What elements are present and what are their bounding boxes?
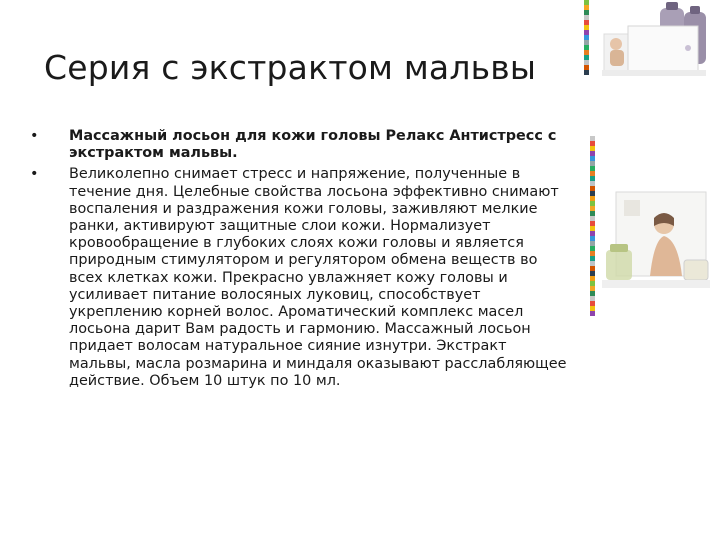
bullet-list xyxy=(30,128,570,394)
slide-title: Серия с экстрактом мальвы xyxy=(44,48,537,87)
color-stripe-bottom xyxy=(590,136,595,316)
bullet-marker: • xyxy=(30,166,39,183)
bullet-text-product-name: Массажный лосьон для кожи головы Релакс Антистресс с экстрактом мальвы. xyxy=(69,128,557,162)
bullet-item-product-name xyxy=(30,128,570,162)
product-photo-bottles xyxy=(598,0,714,84)
bullet-marker: • xyxy=(30,128,39,144)
stripe-segment xyxy=(590,311,595,316)
bullet-item-description xyxy=(30,166,570,390)
bullet-text-description: Великолепно снимает стресс и напряжение, полученные в течение дня. Целебные свойства лосьона эффективно снимают воспаления и раздражения кожи головы, заживляют мелкие ранки, активируют защитные слои кожи. Нормализует кровообращение в глубоких слоях кожи головы и является природным стимулятором и регулятором обмена веществ во всех клетках кожи. Прекрасно увлажняет кожу головы и усиливает питание волосяных луковиц, способствует укреплению корней волос. Ароматический комплекс масел лосьона дарит Вам радость и гармонию. Массажный лосьон придает волосам натуральное сияние изнутри. Экстракт мальвы, масла розмарина и миндаля оказывают расслабляющее действие. Объем 10 штук по 10 мл. xyxy=(69,166,567,389)
product-photo-spa xyxy=(598,180,714,306)
color-stripe-top xyxy=(584,0,589,75)
stripe-segment xyxy=(584,70,589,75)
